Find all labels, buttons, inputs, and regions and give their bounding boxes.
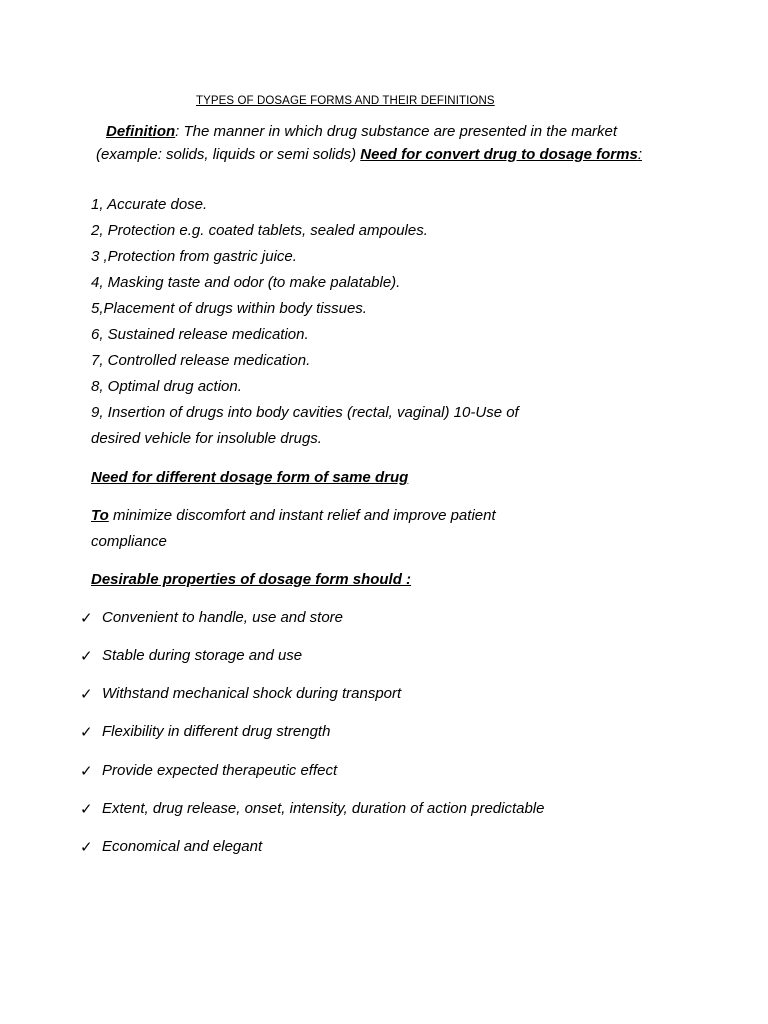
list-item (80, 762, 338, 780)
item-text: Economical and elegant (102, 838, 263, 855)
different-form-text-1: minimize discomfort and instant relief and improve patient (108, 507, 496, 524)
need-convert-heading: Need for convert drug to dosage forms (360, 146, 638, 163)
check-icon: ✓ (80, 724, 93, 741)
list-item: 3 ,Protection from gastric juice. (91, 248, 297, 265)
check-icon: ✓ (80, 648, 93, 665)
item-text: Extent, drug release, onset, intensity, duration of action predictable (102, 800, 545, 817)
list-item: 4, Masking taste and odor (to make palatable). (91, 274, 401, 291)
definition-example: (example: solids, liquids or semi solids) (96, 146, 361, 163)
list-item: 5,Placement of drugs within body tissues. (91, 300, 367, 317)
definition-paragraph-line2 (96, 146, 642, 163)
item-text: Stable during storage and use (102, 647, 303, 664)
item-text: Convenient to handle, use and store (102, 609, 344, 626)
list-item (80, 685, 402, 703)
check-icon: ✓ (80, 763, 93, 780)
list-item: 8, Optimal drug action. (91, 378, 242, 395)
check-icon: ✓ (80, 686, 93, 703)
different-form-heading: Need for different dosage form of same drug (91, 469, 409, 486)
page-title: TYPES OF DOSAGE FORMS AND THEIR DEFINITIONS (196, 95, 495, 107)
list-item (80, 647, 303, 665)
to-label: To (91, 507, 109, 524)
list-item: desired vehicle for insoluble drugs. (91, 430, 322, 447)
different-form-text-2: compliance (91, 533, 167, 550)
list-item: 1, Accurate dose. (91, 196, 208, 213)
check-icon: ✓ (80, 610, 93, 627)
item-text: Flexibility in different drug strength (102, 723, 331, 740)
list-item (80, 800, 545, 818)
need-convert-colon: : (637, 146, 642, 163)
different-form-text (91, 507, 496, 524)
list-item: 6, Sustained release medication. (91, 326, 309, 343)
list-item: 7, Controlled release medication. (91, 352, 311, 369)
desirable-heading: Desirable properties of dosage form should : (91, 571, 412, 588)
definition-label: Definition (106, 123, 176, 140)
list-item (80, 723, 331, 741)
list-item: 2, Protection e.g. coated tablets, sealed ampoules. (91, 222, 428, 239)
check-icon: ✓ (80, 839, 93, 856)
list-item (80, 838, 263, 856)
check-icon: ✓ (80, 801, 93, 818)
item-text: Withstand mechanical shock during transport (102, 685, 402, 702)
list-item: 9, Insertion of drugs into body cavities (rectal, vaginal) 10-Use of (91, 404, 519, 421)
list-item (80, 609, 344, 627)
definition-text: : The manner in which drug substance are presented in the market (175, 123, 618, 140)
definition-paragraph (106, 123, 617, 140)
item-text: Provide expected therapeutic effect (102, 762, 338, 779)
